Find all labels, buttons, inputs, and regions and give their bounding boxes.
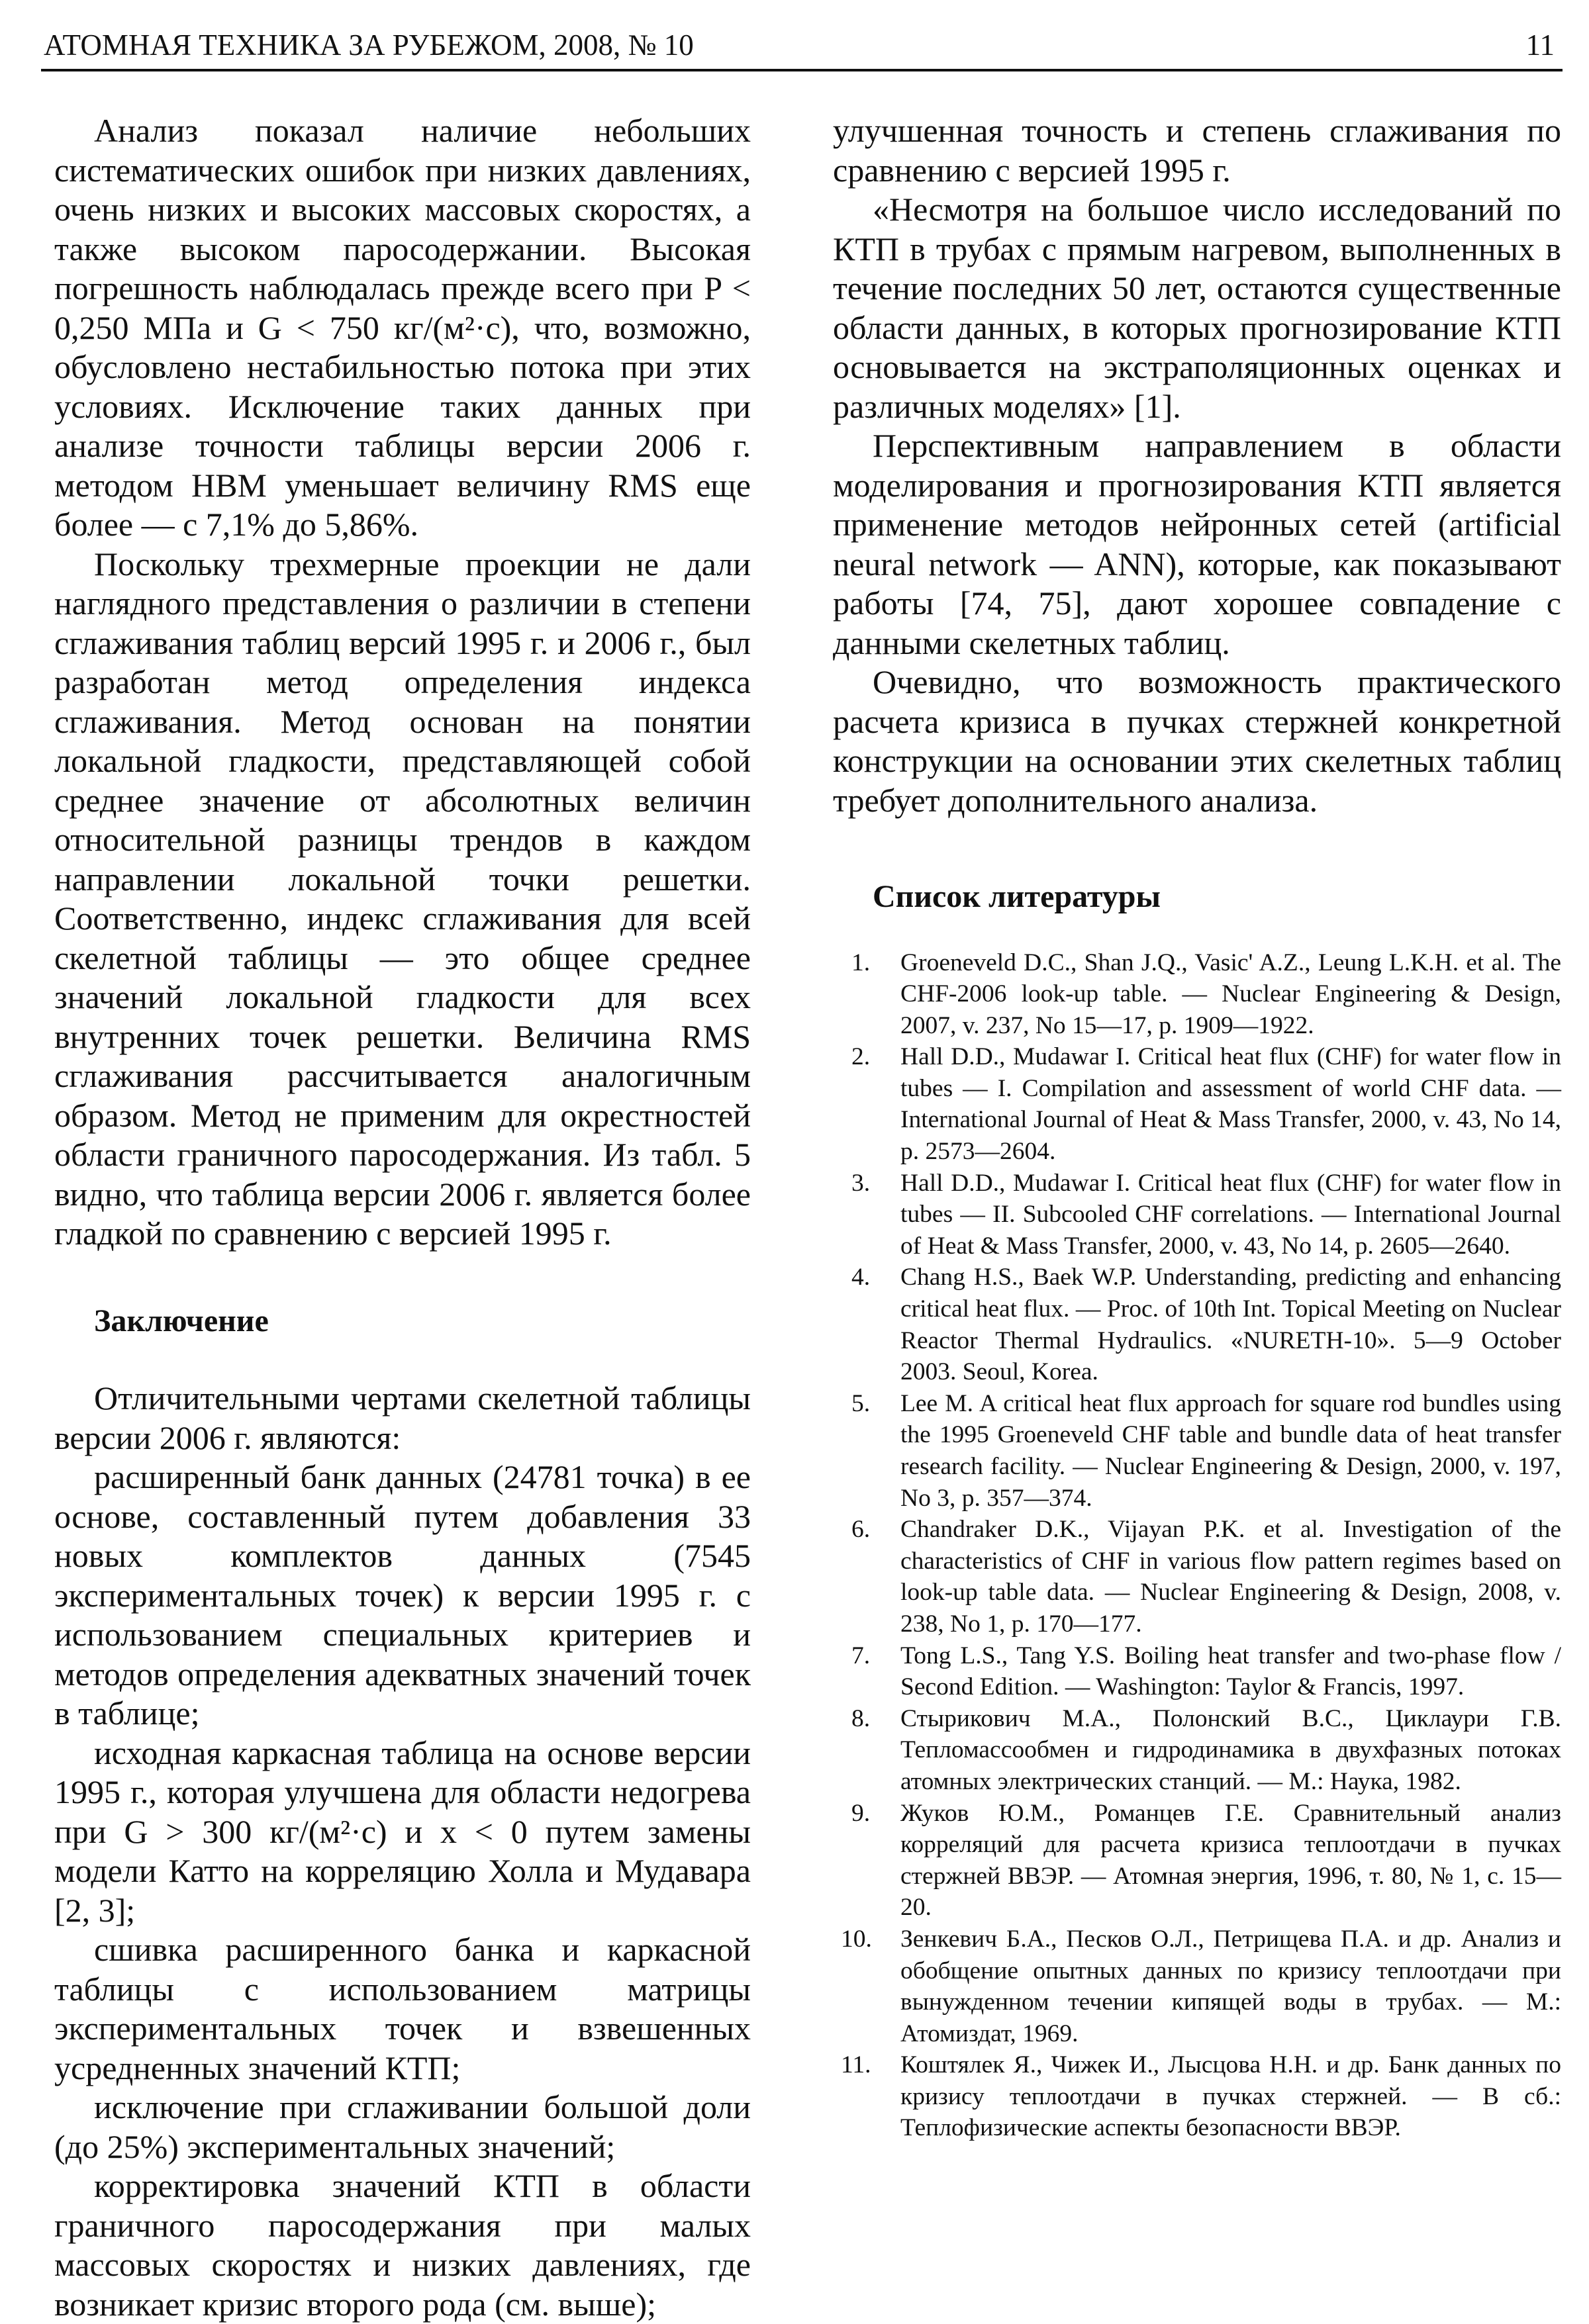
paragraph: Поскольку трехмерные проекции не дали наглядного представления о различии в степени сглаживания таблиц версий 1995 г. и 2006 г., был разработан метод определения индекса сглаживания. Метод основан на понятии локальной гладкости, представляющей собой среднее значение от абсолютных величин относительной разницы трендов в каждом направлении локальной точки решетки. Соответственно, индекс сглаживания для всей скелетной таблицы — это общее среднее значений локальной гладкости для всех внутренних точек решетки. Величина RMS сглаживания рассчитывается аналогичным образом. Метод не применим для окрестностей области граничного паросодержания. Из табл. 5 видно, что таблица версии 2006 г. является более гладкой по сравнению с версией 1995 г. xyxy=(54,545,751,1252)
reference-number: 7. xyxy=(851,1642,871,1669)
conclusion-item: исключение при сглаживании большой доли (до 25%) экспериментальных значений; xyxy=(54,2088,751,2165)
continuation-paragraph: улучшенная точность и степень сглаживания по сравнению с версией 1995 г. xyxy=(833,112,1561,189)
reference-text: Chang H.S., Baek W.P. Understanding, predicting and enhancing critical heat flux. — Proc. of 10th Int. Topical Meeting on Nuclear Reactor Thermal Hydraulics. «NURETH-10». 5—9 October 2003. Seoul, Korea. xyxy=(900,1264,1561,1386)
conclusion-item: сшивка расширенного банка и каркасной таблицы с использованием матрицы экспериментальных точек и взвешенных усредненных значений КТП; xyxy=(54,1931,751,2086)
reference-item xyxy=(833,1924,1561,2049)
reference-number: 5. xyxy=(851,1389,871,1417)
paragraph: Анализ показал наличие небольших систематических ошибок при низких давлениях, очень низких и высоких массовых скоростях, а также высоком паросодержании. Высокая погрешность наблюдалась прежде всего при P < 0,250 МПа и G < 750 кг/(м²·с), что, возможно, обусловлено нестабильностью потока при этих условиях. Исключение таких данных при анализе точности таблицы версии 2006 г. методом HBM уменьшает величину RMS еще более — с 7,1% до 5,86%. xyxy=(54,112,751,543)
reference-number: 1. xyxy=(851,949,871,976)
reference-text: Стырикович М.А., Полонский В.С., Циклаури Г.В. Тепломассообмен и гидродинамика в двухфазных потоках атомных электрических станций. — М.: Наука, 1982. xyxy=(900,1704,1561,1795)
reference-text: Chandraker D.K., Vijayan P.K. et al. Investigation of the characteristics of CHF in various flow pattern regimes based on look-up table data. — Nuclear Engineering & Design, 2008, v. 238, No 1, p. 170—177. xyxy=(900,1516,1561,1638)
conclusion-item: корректировка значений КТП в области граничного паросодержания при малых массовых скоростях и низких давлениях, где возникает кризис второго рода (см. выше); xyxy=(54,2167,751,2323)
references-heading: Список литературы xyxy=(873,879,1161,914)
reference-text: Groeneveld D.C., Shan J.Q., Vasic' A.Z., Leung L.K.H. et al. The CHF-2006 look-up table. — Nuclear Engineering & Design, 2007, v. 237, No 15—17, p. 1909—1922. xyxy=(900,949,1561,1039)
conclusion-heading: Заключение xyxy=(94,1303,269,1338)
conclusion-item: исходная каркасная таблица на основе версии 1995 г., которая улучшена для области недогрева при G > 300 кг/(м²·с) и x < 0 путем замены модели Катто на корреляцию Холла и Мудавара [2, 3]; xyxy=(54,1734,751,1929)
reference-list xyxy=(833,947,1561,2145)
reference-item xyxy=(833,1262,1561,1387)
reference-text: Hall D.D., Mudawar I. Critical heat flux (CHF) for water flow in tubes — I. Compilation and assessment of world CHF data. — International Journal of Heat & Mass Transfer, 2000, v. 43, No 14, p. 2573—2604. xyxy=(900,1043,1561,1166)
right-column xyxy=(833,111,1561,2144)
reference-text: Hall D.D., Mudawar I. Critical heat flux (CHF) for water flow in tubes — II. Subcooled CHF correlations. — International Journal of Heat & Mass Transfer, 2000, v. 43, No 14, p. 2605—2640. xyxy=(900,1169,1561,1260)
reference-item xyxy=(833,1388,1561,1514)
reference-item xyxy=(833,947,1561,1042)
reference-item xyxy=(833,1041,1561,1167)
reference-number: 2. xyxy=(851,1043,871,1071)
reference-text: Коштялек Я., Чижек И., Лысцова Н.Н. и др. Банк данных по кризису теплоотдачи в пучках стержней. — В сб.: Теплофизические аспекты безопасности ВВЭР. xyxy=(900,2051,1561,2142)
left-column xyxy=(54,111,751,2324)
reference-text: Жуков Ю.М., Романцев Г.Е. Сравнительный анализ корреляций для расчета кризиса теплоотдачи в пучках стержней ВВЭР. — Атомная энергия, 1996, т. 80, № 1, с. 15—20. xyxy=(900,1799,1561,1922)
reference-number: 11. xyxy=(841,2051,871,2079)
reference-text: Зенкевич Б.А., Песков О.Л., Петрищева П.А. и др. Анализ и обобщение опытных данных по кризису теплоотдачи при вынужденном течении кипящей воды в трубах. — М.: Атомиздат, 1969. xyxy=(900,1925,1561,2047)
reference-item xyxy=(833,2049,1561,2144)
reference-text: Tong L.S., Tang Y.S. Boiling heat transfer and two-phase flow / Second Edition. — Washington: Taylor & Francis, 1997. xyxy=(900,1642,1561,1701)
paragraph: «Несмотря на большое число исследований по КТП в трубах с прямым нагревом, выполненных в течение последних 50 лет, остаются существенные области данных, в которых прогнозирование КТП основывается на экстраполяционных оценках и различных моделях» [1]. xyxy=(833,191,1561,425)
page-number: 11 xyxy=(1525,28,1555,62)
reference-number: 6. xyxy=(851,1516,871,1544)
paragraph: Перспективным направлением в области моделирования и прогнозирования КТП является применение методов нейронных сетей (artificial neural network — ANN), которые, как показывают работы [74, 75], дают хорошее совпадение с данными скелетных таблиц. xyxy=(833,427,1561,661)
reference-item xyxy=(833,1703,1561,1798)
reference-number: 8. xyxy=(851,1704,871,1732)
reference-text: Lee M. A critical heat flux approach for square rod bundles using the 1995 Groeneveld CHF table and bundle data of heat transfer research facility. — Nuclear Engineering & Design, 2000, v. 197, No 3, p. 357—374. xyxy=(900,1389,1561,1512)
reference-item xyxy=(833,1798,1561,1924)
reference-number: 3. xyxy=(851,1169,871,1197)
reference-number: 4. xyxy=(851,1264,871,1291)
conclusion-item: расширенный банк данных (24781 точка) в ее основе, составленный путем добавления 33 новых комплектов данных (7545 экспериментальных точек) к версии 1995 г. с использованием специальных критериев и методов определения адекватных значений точек в таблице; xyxy=(54,1458,751,1732)
header-rule xyxy=(41,69,1563,71)
reference-item xyxy=(833,1168,1561,1262)
paragraph: Очевидно, что возможность практического расчета кризиса в пучках стержней конкретной конструкции на основании этих скелетных таблиц требует дополнительного анализа. xyxy=(833,663,1561,819)
reference-item xyxy=(833,1640,1561,1703)
running-header-journal: АТОМНАЯ ТЕХНИКА ЗА РУБЕЖОМ, 2008, № 10 xyxy=(44,28,694,62)
conclusion-intro: Отличительными чертами скелетной таблицы версии 2006 г. являются: xyxy=(54,1379,751,1456)
reference-number: 9. xyxy=(851,1799,871,1827)
reference-number: 10. xyxy=(841,1925,872,1953)
reference-item xyxy=(833,1514,1561,1640)
